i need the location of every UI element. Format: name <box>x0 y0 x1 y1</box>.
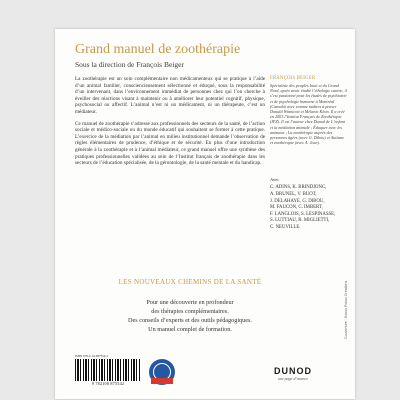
tagline-line: Un manuel complet de formation. <box>148 326 232 333</box>
cover-credit: Couverture : Hokus Pokus Créations <box>344 280 348 339</box>
description-paragraph-1: La zoothérapie est un soin complémentaire non médicamenteux qui se pratique à l’aide d’un animal familier, consciencieusement sélectionné et éduqué, sous la responsabilité d’un intervenant, dans l’environnement immédiat de personnes chez qui l’on cherche à éveiller des réactions visant à maintenir ou à améliorer leur potentiel cognitif, physique, psychosocial ou affectif. L’animal n’est ni un médicament, ni un thérapeute, c’est un médiateur. <box>75 76 265 115</box>
tagline-line: Des conseils d’experts et des outils pédagogiques. <box>128 317 252 324</box>
contributors-label: Avec <box>270 177 280 183</box>
contributor-line: F. LANGLOIS, S. LESPINASSE, <box>270 211 336 217</box>
description-paragraph-2: Ce manuel de zoothérapie s’adresse aux professionnels des secteurs de la santé, de l’action sociale et médico-sociale ou du monde éducatif qui souhaitent se former à cette pratique. L’exercice de la médiation par l’animal en milieu institutionnel demande l’observation de règles élémentaires de prudence, d’éthique et de sécurité. En plus d’une introduction générale à la zoothérapie et à l’animal médiateur, ce grand manuel offre une synthèse des pratiques professionnelles validées au sein de l’Institut français de zoothérapie dans les secteurs de l’éducation spécialisée, de la gérontologie, de la santé mentale et du handicap. <box>75 120 265 167</box>
tagline-line: Pour une découverte en profondeur <box>146 299 234 306</box>
contributors-list <box>270 185 348 231</box>
contributor-line: J. DELAHAYE, G. DIBOU, <box>270 198 325 204</box>
contributor-line: M. FAUCON, C. IMBERT, <box>270 205 323 211</box>
barcode-bars <box>75 359 141 381</box>
author-name: FRANÇOIS BEIGER <box>270 76 316 81</box>
publisher-logo <box>266 366 320 381</box>
tagline-line: des thérapies complémentaires. <box>151 308 229 315</box>
contributor-line: S. LUTTIAU, R. MIGLIETTI, <box>270 218 330 224</box>
book-title: Grand manuel de zoothérapie <box>75 42 241 57</box>
book-back-cover <box>55 29 355 399</box>
author-column <box>270 76 348 232</box>
description-column <box>75 76 265 167</box>
publisher-tagline: une page d’avance <box>277 376 309 381</box>
contributor-line: C. ADINS, K. BRINDJONC, <box>270 185 327 191</box>
tagline <box>95 298 285 334</box>
author-bio: Spécialiste des peuples Inuit et du Grand Nord, après avoir étudié l’éthologie canine, il s’est passionné pour les études de psychiatrie et de psychologie humaine à Montréal (Canada) avec comme maîtres à penser Donald Winnicott et Mélanie Klein. Il a créé en 2003 l’Institut Français de Zoothérapie (IFZ). Il est l’auteur chez Dunod de L’enfant et la médiation animale ; Éduquer avec les animaux ; La zoothérapie auprès des personnes âgées (avec G. Dibou) et Autisme et zoothérapie (avec A. Jean). <box>270 83 347 146</box>
publisher-name: DUNOD <box>274 366 312 376</box>
isbn-number: 9 782100 875542 <box>91 381 125 386</box>
contributor-line: A. BRUNEL, V. BUOT, <box>270 192 317 198</box>
contributor-line: C. NEUVILLE. <box>270 225 301 230</box>
book-subtitle: Sous la direction de François Beiger <box>75 60 184 69</box>
collection-name: LES NOUVEAUX CHEMINS DE LA SANTÉ <box>118 278 262 286</box>
barcode <box>75 354 141 389</box>
isbn-label: ISBN 978-2-10-087554-2 <box>75 354 109 358</box>
badge-ribbon <box>151 378 173 384</box>
